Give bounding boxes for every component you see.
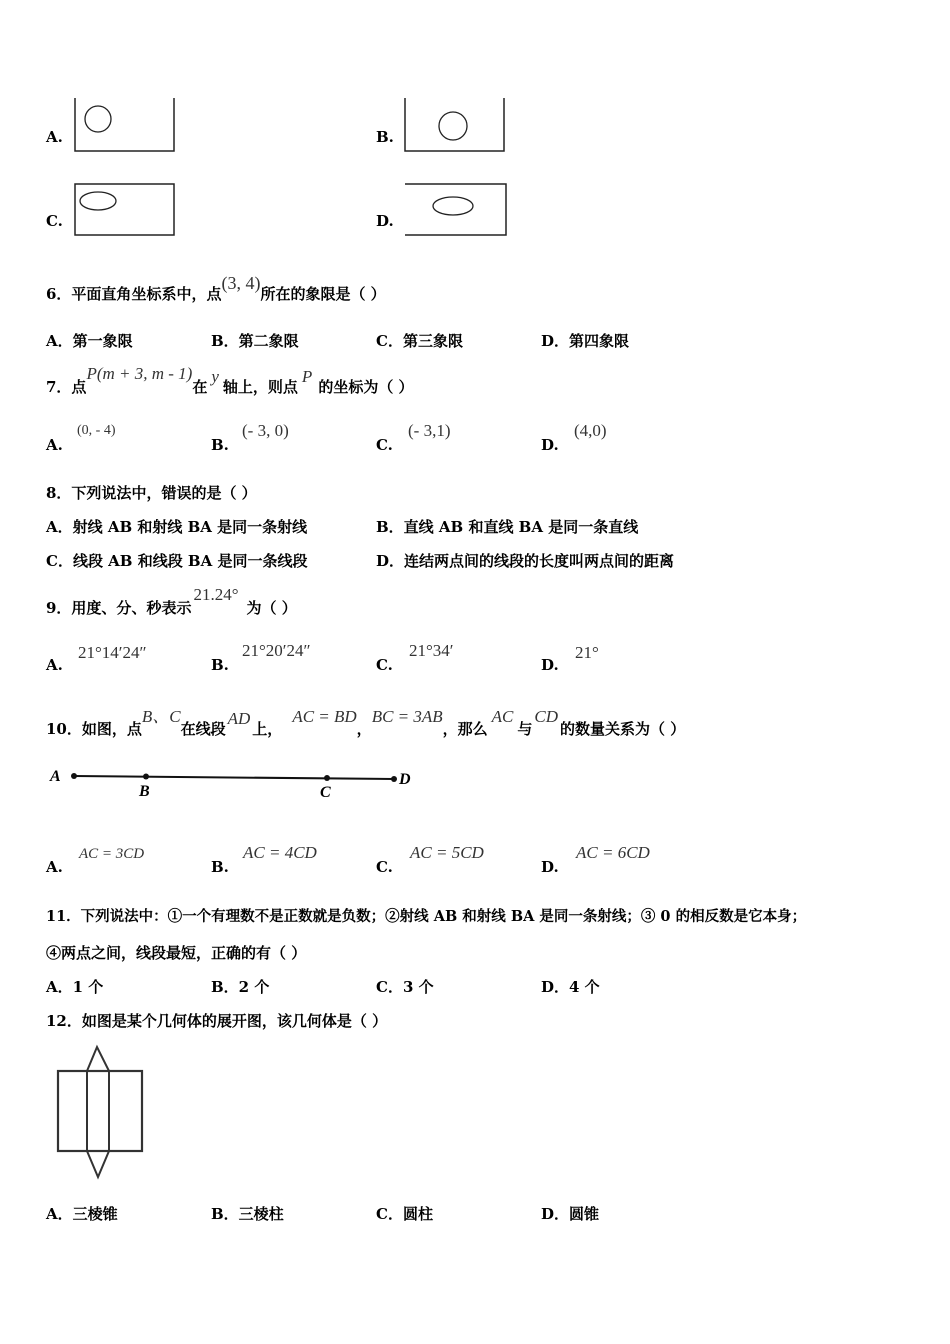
q5-option-b-label: B.: [376, 128, 394, 146]
q10-point-c: [324, 775, 330, 781]
q9-option-a-label: A.: [46, 656, 63, 674]
q6-suffix: 所在的象限是（ ）: [260, 285, 386, 303]
q9-prefix: 9．用度、分、秒表示: [46, 599, 192, 617]
q6-option-b: B．第二象限: [211, 332, 299, 350]
q12-option-c: C．圆柱: [376, 1205, 433, 1223]
q9-suffix: 为（ ）: [246, 599, 297, 617]
q12-option-d: D．圆锥: [541, 1205, 600, 1223]
q10-stem: [46, 707, 686, 739]
q7-option-d-value: (4,0): [574, 421, 607, 440]
q5-option-c-label: C.: [46, 212, 63, 230]
q9-value: 21.24°: [193, 585, 239, 604]
q8-option-a: A．射线 AB 和射线 BA 是同一条射线: [46, 518, 308, 536]
q5-option-d-figure: [405, 183, 508, 237]
q10-p1: 10．如图，点: [46, 720, 142, 738]
q5-option-a-label: A.: [46, 128, 63, 146]
q10-point-d: [391, 776, 397, 782]
q5-option-a-figure: [74, 98, 176, 154]
q10-eq2: BC = 3AB: [371, 707, 443, 726]
q10-label-b: B: [139, 783, 150, 800]
q5-option-d-label: D.: [376, 212, 394, 230]
q10-comma: ，: [356, 720, 372, 738]
q9-option-d-label: D.: [541, 656, 559, 674]
q7-option-c-value: (- 3,1): [408, 421, 451, 440]
q7-option-b-value: (- 3, 0): [242, 421, 289, 440]
q11-option-a: A．1 个: [46, 978, 104, 996]
q10-option-b-label: B.: [211, 858, 229, 876]
q9-option-b-value: 21°20′24″: [242, 641, 311, 660]
q10-segment-figure: [46, 760, 426, 805]
q9-option-c-value: 21°34′: [409, 641, 454, 660]
q10-p6: 的数量关系为（ ）: [560, 720, 686, 738]
q10-cd: CD: [534, 707, 559, 726]
q10-option-a-value: AC = 3CD: [79, 846, 145, 862]
q9-option-c-label: C.: [376, 656, 393, 674]
q7-prefix: 7．点: [46, 378, 87, 396]
q10-label-d: D: [399, 771, 411, 788]
q6-prefix: 6．平面直角坐标系中，点: [46, 285, 222, 303]
q10-p4: ，那么: [442, 720, 488, 738]
q10-p5: 与: [517, 720, 533, 738]
q7-suffix: 的坐标为（ ）: [318, 378, 414, 396]
q10-point-a: [71, 773, 77, 779]
q7-option-a-value: (0, - 4): [77, 423, 116, 438]
q8-option-d: D．连结两点间的线段的长度叫两点间的距离: [376, 552, 675, 570]
q10-points: B、C: [141, 707, 181, 726]
q10-label-c: C: [320, 784, 331, 801]
q7-option-b-label: B.: [211, 436, 229, 454]
q9-stem: [46, 585, 297, 618]
q7-mid2: 轴上，则点: [222, 378, 298, 396]
q10-seg: AD: [227, 709, 251, 728]
q9-option-a-value: 21°14′24″: [78, 643, 147, 662]
q10-option-b-value: AC = 4CD: [243, 843, 317, 862]
q6-option-a: A．第一象限: [46, 332, 133, 350]
q12-net-figure: [54, 1045, 149, 1180]
q5-option-c-figure: [74, 183, 176, 237]
q8-option-b: B．直线 AB 和直线 BA 是同一条直线: [376, 518, 639, 536]
q10-eq1: AC = BD: [292, 707, 357, 726]
q12-stem: 12．如图是某个几何体的展开图，该几何体是（ ）: [46, 1012, 388, 1030]
q10-option-a-label: A.: [46, 858, 63, 876]
q10-p3: 上，: [252, 720, 283, 738]
q7-option-c-label: C.: [376, 436, 393, 454]
q6-option-d: D．第四象限: [541, 332, 630, 350]
q7-mid1: 在: [192, 378, 208, 396]
q6-point: (3, 4): [221, 273, 261, 293]
q10-ac: AC: [491, 707, 514, 726]
q10-point-b: [143, 774, 149, 780]
q11-option-d: D．4 个: [541, 978, 600, 996]
q10-label-a: A: [50, 768, 61, 785]
q12-option-a: A．三棱锥: [46, 1205, 118, 1223]
q7-option-d-label: D.: [541, 436, 559, 454]
q6-stem: [46, 273, 386, 304]
q7-axis: y: [211, 367, 219, 386]
q5-option-b-figure: [404, 98, 506, 154]
q10-option-c-label: C.: [376, 858, 393, 876]
q7-stem: [46, 364, 414, 397]
q7-p: P: [301, 367, 313, 386]
q6-option-c: C．第三象限: [376, 332, 463, 350]
q9-option-b-label: B.: [211, 656, 229, 674]
q10-option-c-value: AC = 5CD: [410, 843, 484, 862]
q10-option-d-value: AC = 6CD: [576, 843, 650, 862]
q12-option-b: B．三棱柱: [211, 1205, 284, 1223]
q8-option-c: C．线段 AB 和线段 BA 是同一条线段: [46, 552, 308, 570]
q10-option-d-label: D.: [541, 858, 559, 876]
q7-option-a-label: A.: [46, 436, 63, 454]
q7-point: P(m + 3, m - 1): [86, 364, 193, 383]
q11-line2: ④两点之间，线段最短，正确的有（ ）: [46, 944, 307, 962]
q11-line1: 11．下列说法中：①一个有理数不是正数就是负数；②射线 AB 和射线 BA 是同一条射线；③ 0 的相反数是它本身；: [46, 908, 807, 925]
q11-option-b: B．2 个: [211, 978, 270, 996]
q10-p2: 在线段: [180, 720, 226, 738]
q11-option-c: C．3 个: [376, 978, 434, 996]
q8-stem: 8．下列说法中，错误的是（ ）: [46, 484, 257, 502]
q9-option-d-value: 21°: [575, 643, 599, 662]
